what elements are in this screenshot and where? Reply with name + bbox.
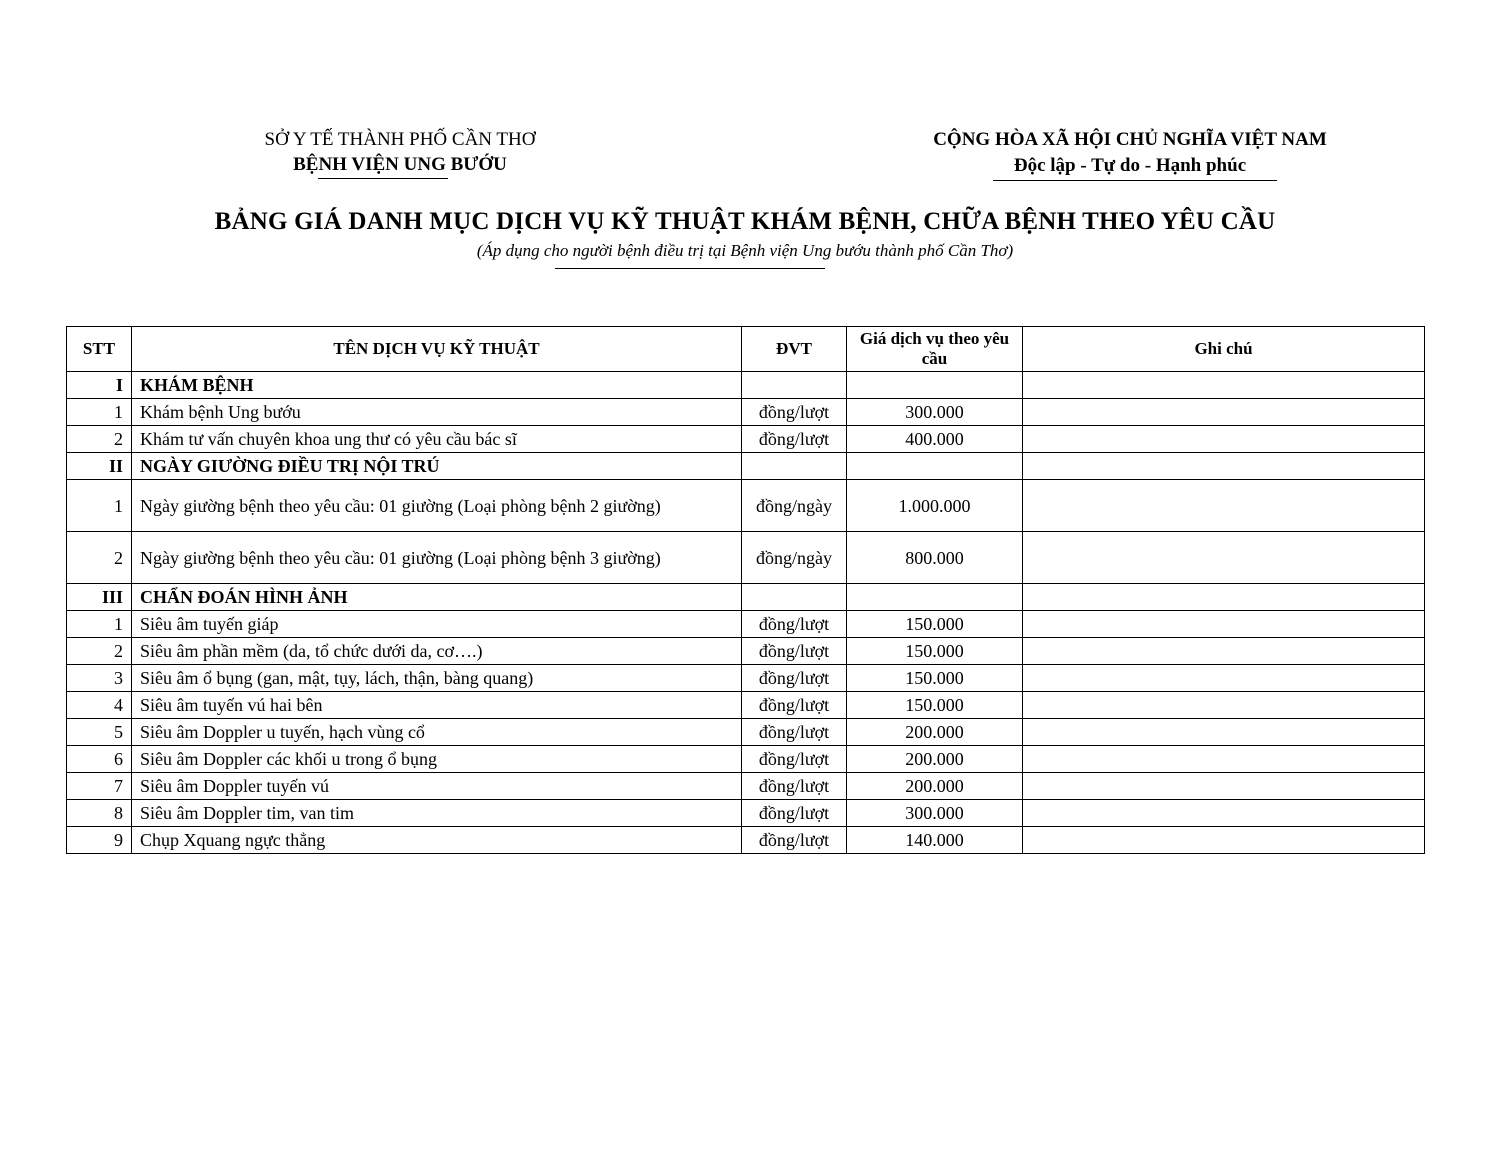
table-row: [67, 532, 1425, 584]
section-dvt-cell: [742, 372, 847, 399]
document-subtitle: (Áp dụng cho người bệnh điều trị tại Bệnh viện Ung bướu thành phố Cần Thơ): [476, 241, 1014, 260]
row-stt: 2: [67, 638, 132, 665]
row-unit: đồng/lượt: [742, 773, 847, 800]
section-number: I: [67, 372, 132, 399]
row-service-name: Siêu âm tuyến vú hai bên: [132, 692, 742, 719]
table-row: [67, 638, 1425, 665]
row-price: 150.000: [847, 638, 1023, 665]
row-unit: đồng/lượt: [742, 746, 847, 773]
table-row: [67, 746, 1425, 773]
row-price: 1.000.000: [847, 480, 1023, 532]
row-price: 800.000: [847, 532, 1023, 584]
row-service-name: Siêu âm Doppler tuyến vú: [132, 773, 742, 800]
section-title: KHÁM BỆNH: [132, 372, 742, 399]
table-body: [67, 372, 1425, 854]
section-title: NGÀY GIƯỜNG ĐIỀU TRỊ NỘI TRÚ: [132, 453, 742, 480]
document-title: BẢNG GIÁ DANH MỤC DỊCH VỤ KỸ THUẬT KHÁM BỆNH, CHỮA BỆNH THEO YÊU CẦU: [214, 208, 1276, 235]
table-row: [67, 800, 1425, 827]
row-note: [1023, 827, 1425, 854]
section-dvt-cell: [742, 584, 847, 611]
row-stt: 1: [67, 399, 132, 426]
row-unit: đồng/lượt: [742, 611, 847, 638]
row-note: [1023, 426, 1425, 453]
table-row: [67, 611, 1425, 638]
row-price: 200.000: [847, 746, 1023, 773]
motto: Độc lập - Tự do - Hạnh phúc: [1013, 155, 1247, 176]
row-stt: 2: [67, 426, 132, 453]
row-unit: đồng/lượt: [742, 800, 847, 827]
hospital-name: BỆNH VIỆN UNG BƯỚU: [293, 154, 507, 175]
row-price: 400.000: [847, 426, 1023, 453]
section-title: CHẨN ĐOÁN HÌNH ẢNH: [132, 584, 742, 611]
table-row: [67, 480, 1425, 532]
national-motto-block: [880, 128, 1380, 180]
section-note-cell: [1023, 584, 1425, 611]
price-table: [66, 326, 1425, 854]
row-service-name: Siêu âm Doppler tim, van tim: [132, 800, 742, 827]
row-service-name: Chụp Xquang ngực thẳng: [132, 827, 742, 854]
row-unit: đồng/lượt: [742, 399, 847, 426]
subtitle-underline: [555, 268, 825, 269]
section-dvt-cell: [742, 453, 847, 480]
row-service-name: Khám tư vấn chuyên khoa ung thư có yêu cầu bác sĩ: [132, 426, 742, 453]
table-row: [67, 665, 1425, 692]
row-unit: đồng/ngày: [742, 480, 847, 532]
row-service-name: Siêu âm phần mềm (da, tổ chức dưới da, cơ….): [132, 638, 742, 665]
section-price-cell: [847, 453, 1023, 480]
country-name: CỘNG HÒA XÃ HỘI CHỦ NGHĨA VIỆT NAM: [933, 129, 1327, 150]
issuer-block: [200, 128, 600, 178]
row-service-name: Ngày giường bệnh theo yêu cầu: 01 giường (Loại phòng bệnh 2 giường): [132, 480, 742, 532]
row-note: [1023, 399, 1425, 426]
row-service-name: Khám bệnh Ung bướu: [132, 399, 742, 426]
motto-underline: [993, 180, 1277, 181]
section-number: II: [67, 453, 132, 480]
row-stt: 6: [67, 746, 132, 773]
row-unit: đồng/lượt: [742, 719, 847, 746]
header-name: TÊN DỊCH VỤ KỸ THUẬT: [132, 327, 742, 372]
row-stt: 5: [67, 719, 132, 746]
section-note-cell: [1023, 372, 1425, 399]
section-price-cell: [847, 372, 1023, 399]
row-note: [1023, 719, 1425, 746]
row-price: 150.000: [847, 665, 1023, 692]
row-service-name: Siêu âm Doppler các khối u trong ổ bụng: [132, 746, 742, 773]
row-note: [1023, 480, 1425, 532]
section-price-cell: [847, 584, 1023, 611]
section-row: [67, 584, 1425, 611]
row-note: [1023, 611, 1425, 638]
row-price: 150.000: [847, 611, 1023, 638]
row-unit: đồng/lượt: [742, 426, 847, 453]
section-note-cell: [1023, 453, 1425, 480]
row-note: [1023, 800, 1425, 827]
section-row: [67, 453, 1425, 480]
row-service-name: Siêu âm ổ bụng (gan, mật, tụy, lách, thận, bàng quang): [132, 665, 742, 692]
row-price: 300.000: [847, 399, 1023, 426]
row-note: [1023, 638, 1425, 665]
header-stt: STT: [67, 327, 132, 372]
section-number: III: [67, 584, 132, 611]
header-note: Ghi chú: [1023, 327, 1425, 372]
row-stt: 3: [67, 665, 132, 692]
row-note: [1023, 746, 1425, 773]
row-stt: 1: [67, 611, 132, 638]
header-dvt: ĐVT: [742, 327, 847, 372]
row-service-name: Siêu âm Doppler u tuyến, hạch vùng cổ: [132, 719, 742, 746]
row-note: [1023, 532, 1425, 584]
table-row: [67, 719, 1425, 746]
row-service-name: Siêu âm tuyến giáp: [132, 611, 742, 638]
row-note: [1023, 773, 1425, 800]
table-header-row: [67, 327, 1425, 372]
row-stt: 8: [67, 800, 132, 827]
row-stt: 9: [67, 827, 132, 854]
row-price: 200.000: [847, 773, 1023, 800]
row-service-name: Ngày giường bệnh theo yêu cầu: 01 giường (Loại phòng bệnh 3 giường): [132, 532, 742, 584]
row-unit: đồng/lượt: [742, 638, 847, 665]
section-row: [67, 372, 1425, 399]
row-stt: 4: [67, 692, 132, 719]
row-unit: đồng/ngày: [742, 532, 847, 584]
row-note: [1023, 692, 1425, 719]
hospital-underline: [318, 178, 448, 179]
row-note: [1023, 665, 1425, 692]
header-price: Giá dịch vụ theo yêu cầu: [847, 327, 1023, 372]
row-stt: 2: [67, 532, 132, 584]
row-unit: đồng/lượt: [742, 692, 847, 719]
table-row: [67, 399, 1425, 426]
department-name: SỞ Y TẾ THÀNH PHỐ CẦN THƠ: [264, 129, 536, 150]
row-unit: đồng/lượt: [742, 665, 847, 692]
table-row: [67, 426, 1425, 453]
row-price: 200.000: [847, 719, 1023, 746]
row-unit: đồng/lượt: [742, 827, 847, 854]
table-row: [67, 827, 1425, 854]
row-price: 140.000: [847, 827, 1023, 854]
table-row: [67, 692, 1425, 719]
row-stt: 1: [67, 480, 132, 532]
row-price: 150.000: [847, 692, 1023, 719]
table-row: [67, 773, 1425, 800]
row-price: 300.000: [847, 800, 1023, 827]
row-stt: 7: [67, 773, 132, 800]
